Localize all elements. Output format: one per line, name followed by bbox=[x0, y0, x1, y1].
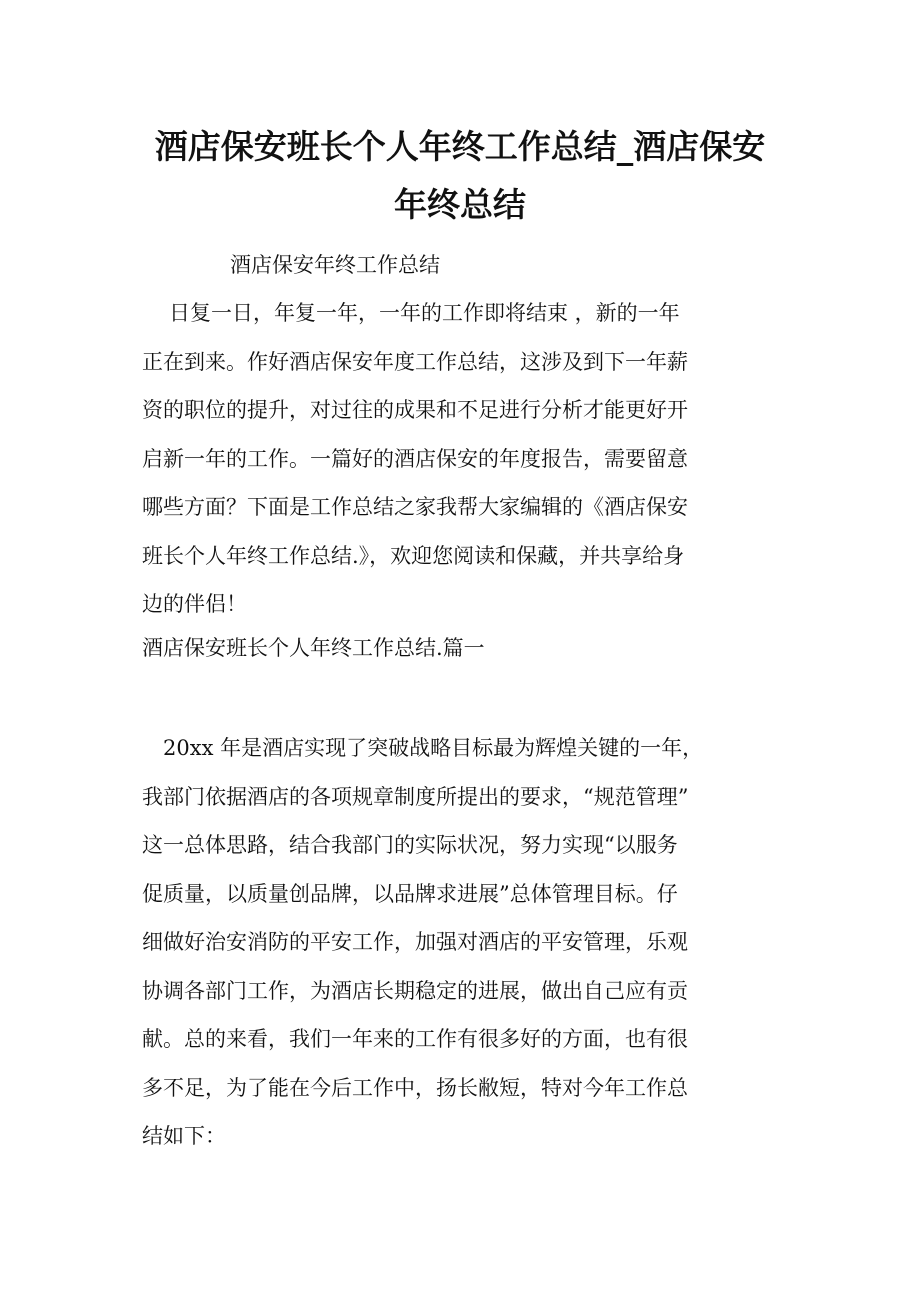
intro-paragraph bbox=[142, 289, 802, 629]
intro-line: 边的伴侣！ bbox=[142, 592, 247, 616]
document-subtitle: 酒店保安年终工作总结 bbox=[230, 253, 440, 277]
section-heading: 酒店保安班长个人年终工作总结.篇一 bbox=[142, 636, 485, 660]
body-paragraph bbox=[142, 724, 802, 1161]
body-line: 我部门依据酒店的各项规章制度所提出的要求，“规范管理” bbox=[142, 784, 689, 809]
document-title bbox=[120, 118, 800, 234]
intro-line: 哪些方面？下面是工作总结之家我帮大家编辑的《酒店保安 bbox=[142, 495, 688, 519]
title-line: 年终总结 bbox=[394, 185, 526, 224]
intro-line: 班长个人年终工作总结.》，欢迎您阅读和保藏，并共享给身 bbox=[142, 543, 685, 568]
body-line: 协调各部门工作，为酒店长期稳定的进展，做出自己应有贡 bbox=[142, 978, 688, 1003]
intro-line: 日复一日，年复一年，一年的工作即将结束 ，新的一年 bbox=[169, 301, 680, 325]
body-line: 献。总的来看，我们一年来的工作有很多好的方面，也有很 bbox=[142, 1027, 688, 1051]
body-line: 细做好治安消防的平安工作，加强对酒店的平安管理，乐观 bbox=[142, 930, 688, 954]
body-line: 这一总体思路，结合我部门的实际状况，努力实现“以服务 bbox=[142, 833, 678, 857]
body-line: 多不足，为了能在今后工作中，扬长敝短，特对今年工作总 bbox=[142, 1075, 688, 1100]
body-line: 结如下： bbox=[142, 1124, 226, 1148]
body-line: 促质量，以质量创品牌，以品牌求进展”总体管理目标。仔 bbox=[142, 881, 678, 906]
title-line: 酒店保安班长个人年终工作总结_酒店保安 bbox=[154, 127, 766, 166]
intro-line: 正在到来。作好酒店保安年度工作总结，这涉及到下一年薪 bbox=[142, 349, 688, 374]
intro-line: 资的职位的提升，对过往的成果和不足进行分析才能更好开 bbox=[142, 398, 688, 422]
body-line: 20xx 年是酒店实现了突破战略目标最为辉煌关键的一年， bbox=[163, 736, 704, 760]
intro-line: 启新一年的工作。一篇好的酒店保安的年度报告，需要留意 bbox=[142, 446, 688, 471]
